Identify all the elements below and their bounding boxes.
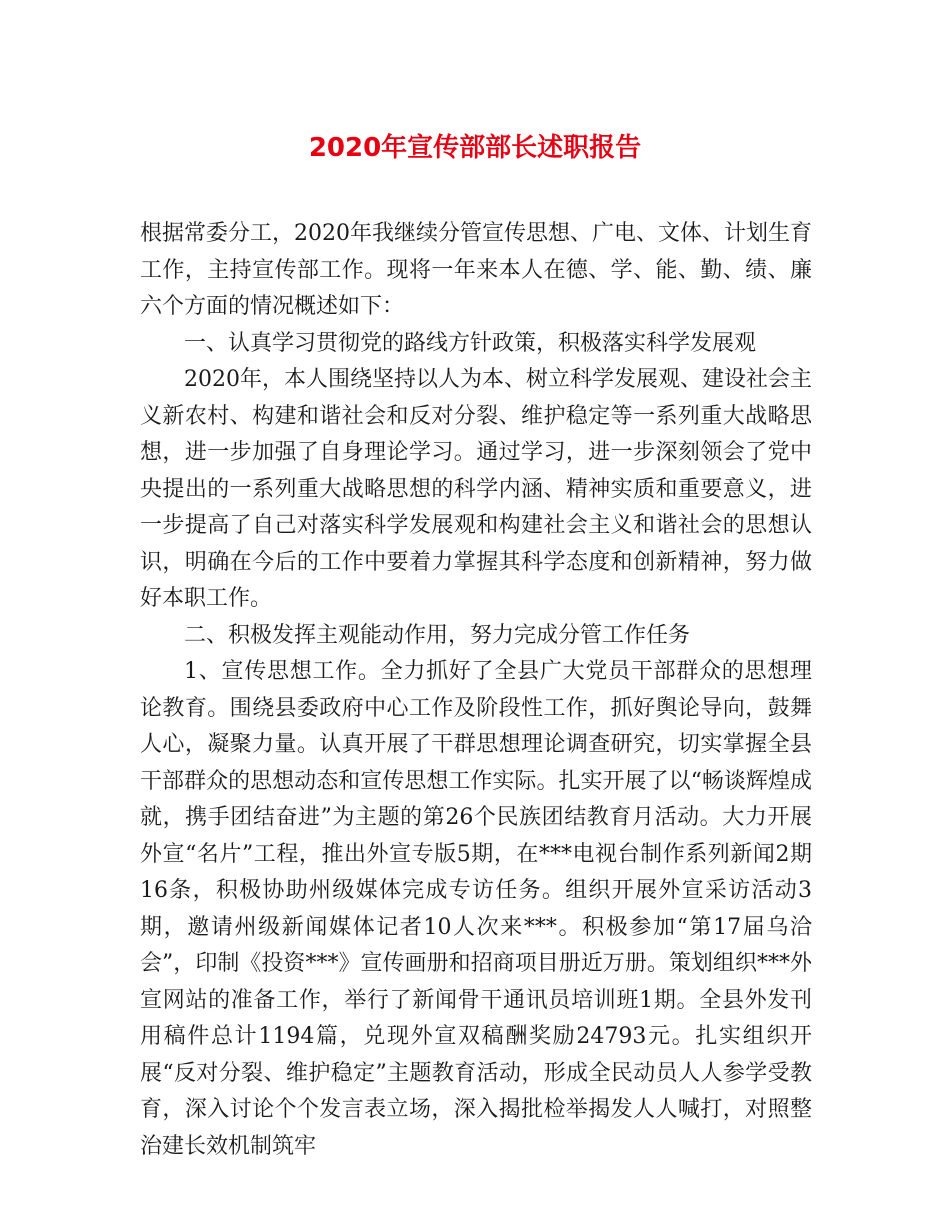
paragraph-study: 2020年，本人围绕坚持以人为本、树立科学发展观、建设社会主义新农村、构建和谐社会和反对分裂、维护稳定等一系列重大战略思想，进一步加强了自身理论学习。通过学习，进一步深刻领会了党中央提出的一系列重大战略思想的科学内涵、精神实质和重要意义，进一步提高了自己对落实科学发展观和构建社会主义和谐社会的思想认识，明确在今后的工作中要着力掌握其科学态度和创新精神，努力做好本职工作。 <box>140 367 812 611</box>
document-body <box>140 216 812 1165</box>
document-title: 2020年宣传部部长述职报告 <box>308 133 642 163</box>
paragraph-propaganda-work: 1、宣传思想工作。全力抓好了全县广大党员干部群众的思想理论教育。围绕县委政府中心工作及阶段性工作，抓好舆论导向，鼓舞人心，凝聚力量。认真开展了干群思想理论调查研究，切实掌握全县干部群众的思想动态和宣传思想工作实际。扎实开展了以“畅谈辉煌成就，携手团结奋进”为主题的第26个民族团结教育月活动。大力开展外宣“名片”工程，推出外宣专版5期，在***电视台制作系列新闻2期16条，积极协助州级媒体完成专访任务。组织开展外宣采访活动3期，邀请州级新闻媒体记者10人次来***。积极参加“第17届乌洽会”，印制《投资***》宣传画册和招商项目册近万册。策划组织***外宣网站的准备工作，举行了新闻骨干通讯员培训班1期。全县外发刊用稿件总计1194篇，兑现外宣双稿酬奖励24793元。扎实组织开展“反对分裂、维护稳定”主题教育活动，形成全民动员人人参学受教育，深入讨论个个发言表立场，深入揭批检举揭发人人喊打，对照整治建长效机制筑牢 <box>140 659 812 1159</box>
paragraph-intro: 根据常委分工，2020年我继续分管宣传思想、广电、文体、计划生育工作，主持宣传部工作。现将一年来本人在德、学、能、勤、绩、廉六个方面的情况概述如下： <box>140 221 812 319</box>
section-heading-1: 一、认真学习贯彻党的路线方针政策，积极落实科学发展观 <box>184 330 757 356</box>
section-heading-2: 二、积极发挥主观能动作用，努力完成分管工作任务 <box>184 622 691 648</box>
